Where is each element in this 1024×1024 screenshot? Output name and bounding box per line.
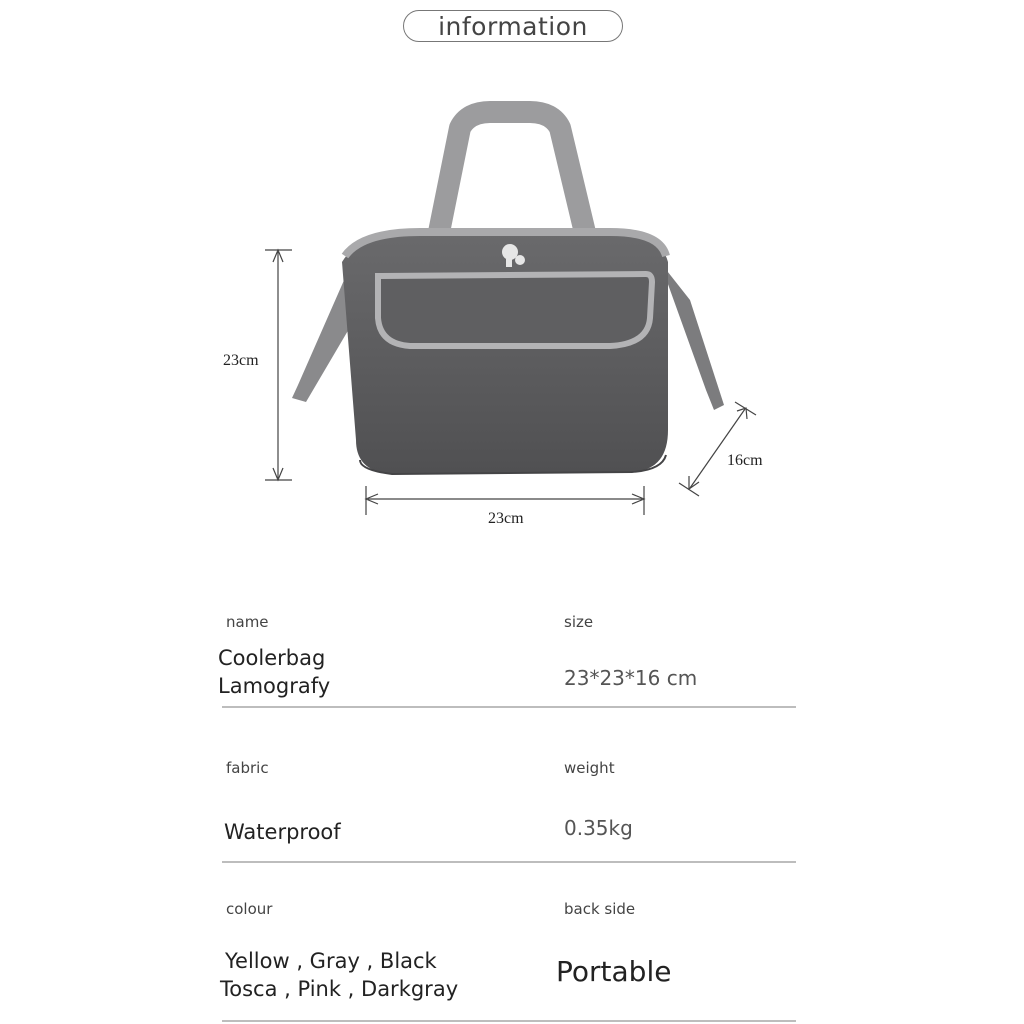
row-divider (222, 706, 796, 708)
fabric-value: Waterproof (224, 820, 341, 844)
height-dimension-line (265, 250, 292, 480)
colour-value-line-2: Tosca , Pink , Darkgray (220, 977, 459, 1001)
name-value-line-2: Lamografy (218, 674, 331, 698)
name-value (218, 644, 330, 700)
front-pocket-flap (378, 274, 652, 346)
depth-label: 16cm (727, 452, 763, 469)
section-title-text: information (438, 11, 588, 41)
height-label: 23cm (223, 352, 259, 369)
back-side-label: back side (564, 900, 636, 918)
name-label: name (226, 613, 269, 631)
back-side-value: Portable (556, 955, 672, 988)
row-divider (222, 1020, 796, 1022)
colour-value (220, 947, 458, 1003)
right-side-tab (660, 262, 724, 410)
name-value-line-1: Coolerbag (218, 646, 326, 670)
depth-dimension-line (679, 402, 756, 496)
colour-value-line-1: Yellow , Gray , Black (225, 949, 437, 973)
size-value: 23*23*16 cm (564, 666, 698, 690)
fabric-label: fabric (226, 759, 269, 777)
width-label: 23cm (488, 510, 524, 527)
weight-label: weight (564, 759, 615, 777)
weight-value: 0.35kg (564, 816, 633, 840)
colour-label: colour (226, 900, 273, 918)
row-divider (222, 861, 796, 863)
bag-body (342, 232, 668, 474)
size-label: size (564, 613, 594, 631)
